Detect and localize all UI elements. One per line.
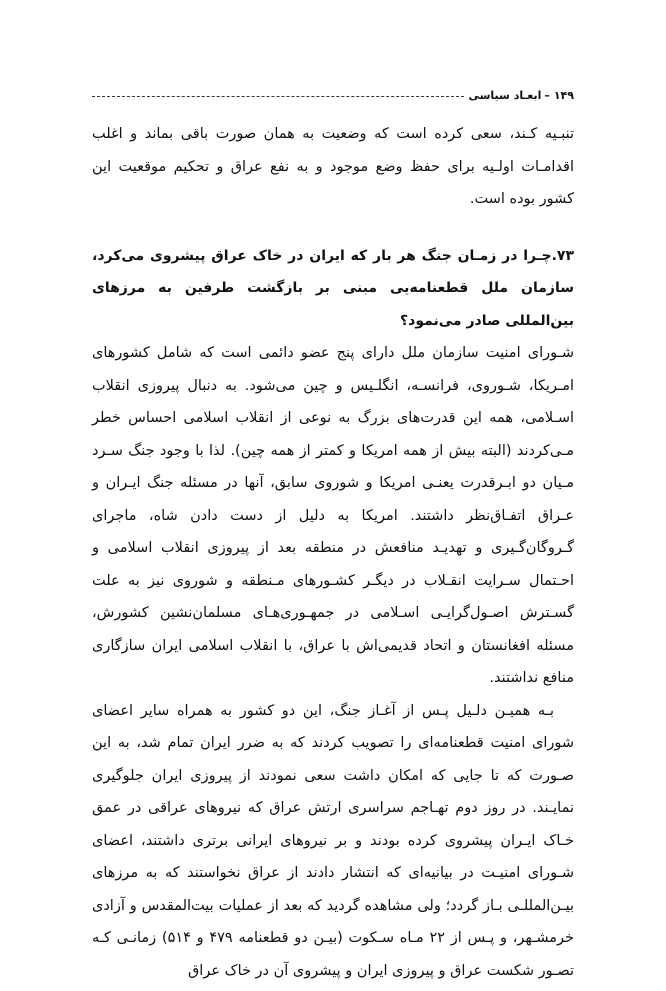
header-separator: – xyxy=(544,88,550,102)
answer-paragraph-2: بـه همیـن دلـیل پـس از آغـاز جنگ، این دو کشور به همراه سایر اعضای شورای امنیت قطعنامه‌ای را تصویب کردند که به ضرر ایران تمام شد، به این صـورت که تا جایی که امکان داشت سعی نمودند از پیروزی ایران جلوگیری نمایـند. در روز دوم تهـاجم سراسری ارتش عراق که نیروهای عراقی در عمق خـاک ایـران پیشروی کرده بودند و بر نیروهای ایرانی برتری داشتند، اعضای شـورای امنیـت در بیانیه‌ای که انتشار دادند از عراق نخواستند که به مرزهای بیـن‌المللـی بـاز گردد؛ ولی مشاهده گردید که بعد از عملیات بیت‌المقدس و آزادی خرمشـهر، و پـس از ۲۲ مـاه سـکوت (بیـن دو قطعنامه ۴۷۹ و ۵۱۴) زمانـی کـه تصـور شکست عراق و پیروزی ایران و پیشروی آن در خاک عراق xyxy=(92,702,574,979)
header-dashed-rule xyxy=(92,96,464,97)
running-header xyxy=(92,84,574,106)
question-heading: ۷۳.چـرا در زمـان جنگ هر بار که ایران در خاک عراق پیشروی می‌کرد، سازمان ملل قطعنامه‌یی مبنی بر بازگشت طرفین به مرزهای بین‌المللی صادر می‌نمود؟ xyxy=(92,247,574,329)
page-body xyxy=(92,118,574,987)
answer-paragraph: شـورای امنیت سازمان ملل دارای پنج عضو دائمی است که شامل کشورهای امـریکا، شـوروی، فرانسـه، انگلـیس و چین می‌شود. به دنبال پیروزی انقلاب اسـلامی، همه این قدرت‌های بزرگ به نوعی از انقلاب اسلامی احساس خطر مـی‌کردند (البته بیش از همه امریکا و کمتر از همه چین). لذا با وجود جنگ سـرد مـیان دو ابـرقدرت یعنـی امریکا و شوروی سابق، آنها در مسئله جنگ ایـران و عـراق اتفـاق‌نظر داشتند. امریکا به دلیل از دست دادن شاه، ماجرای گـروگان‌گـیری و تهدیـد منافعش در منطقه بعد از پیروزی انقلاب اسلامی و احـتمال سـرایت انقـلاب در دیگـر کشـورهای مـنطقه و شوروی نیز به علت گسـترش اصـول‌گرایـی اسـلامی در جمهـوری‌هـای مسلمان‌نشین کشورش، مسئله افغانستان و اتحاد قدیمی‌اش با عراق، با انقلاب اسلامی ایران سازگاری منافع نداشتند. xyxy=(92,345,574,686)
paragraph-continuation: تنبـیه کـند، سعی کرده است که وضعیت به همان صورت باقی بماند و اغلب اقدامـات اولـیه برای حفظ وضع موجود و به نفع عراق و تحکیم موقعیت این کشور بوده است. xyxy=(92,126,574,207)
header-title: ابعـاد سیاسی xyxy=(468,88,542,102)
page-number: ۱۴۹ xyxy=(553,88,574,102)
